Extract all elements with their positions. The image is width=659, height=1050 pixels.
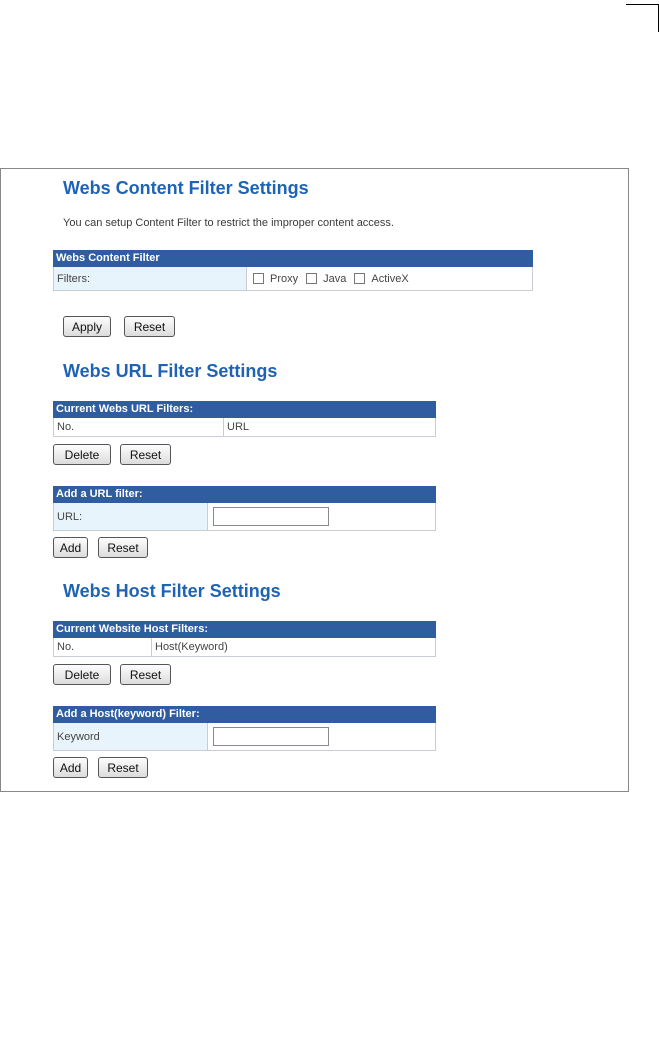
current-host-filters-header: Current Website Host Filters:	[53, 621, 436, 638]
content-filter-title: Webs Content Filter Settings	[63, 178, 309, 198]
keyword-field-label: Keyword	[54, 723, 208, 750]
url-add-reset-button[interactable]: Reset	[98, 537, 148, 558]
page-corner-mark	[626, 4, 659, 32]
current-host-filters-table	[53, 621, 436, 657]
activex-label: ActiveX	[371, 272, 409, 285]
java-label: Java	[323, 272, 347, 285]
add-host-filter-header: Add a Host(keyword) Filter:	[53, 706, 436, 723]
java-checkbox[interactable]	[306, 273, 317, 284]
url-input[interactable]	[213, 507, 329, 526]
host-reset-button[interactable]: Reset	[120, 664, 171, 685]
content-filter-table	[53, 250, 533, 291]
proxy-checkbox[interactable]	[253, 273, 264, 284]
url-delete-button[interactable]: Delete	[53, 444, 111, 465]
host-filter-title: Webs Host Filter Settings	[63, 581, 281, 601]
content-reset-button[interactable]: Reset	[124, 316, 175, 337]
add-url-filter-table	[53, 486, 436, 531]
current-url-filters-header: Current Webs URL Filters:	[53, 401, 436, 418]
keyword-input[interactable]	[213, 727, 329, 746]
url-filter-title: Webs URL Filter Settings	[63, 361, 278, 381]
add-url-filter-header: Add a URL filter:	[53, 486, 436, 503]
proxy-label: Proxy	[270, 272, 299, 285]
host-delete-button[interactable]: Delete	[53, 664, 111, 685]
host-add-button[interactable]: Add	[53, 757, 88, 778]
content-filter-table-header: Webs Content Filter	[53, 250, 533, 267]
host-col-no: No.	[54, 638, 152, 656]
url-col-url: URL	[224, 418, 435, 436]
content-filter-description: You can setup Content Filter to restrict the improper content access.	[63, 217, 394, 229]
activex-checkbox[interactable]	[354, 273, 365, 284]
host-add-reset-button[interactable]: Reset	[98, 757, 148, 778]
url-reset-button[interactable]: Reset	[120, 444, 171, 465]
add-host-filter-table	[53, 706, 436, 751]
host-col-keyword: Host(Keyword)	[152, 638, 435, 656]
url-add-button[interactable]: Add	[53, 537, 88, 558]
filter-settings-panel	[0, 168, 629, 792]
filters-label: Filters:	[54, 267, 247, 290]
filters-options	[247, 267, 532, 290]
current-url-filters-table	[53, 401, 436, 437]
url-field-label: URL:	[54, 503, 208, 530]
apply-button[interactable]: Apply	[63, 316, 111, 337]
url-col-no: No.	[54, 418, 224, 436]
